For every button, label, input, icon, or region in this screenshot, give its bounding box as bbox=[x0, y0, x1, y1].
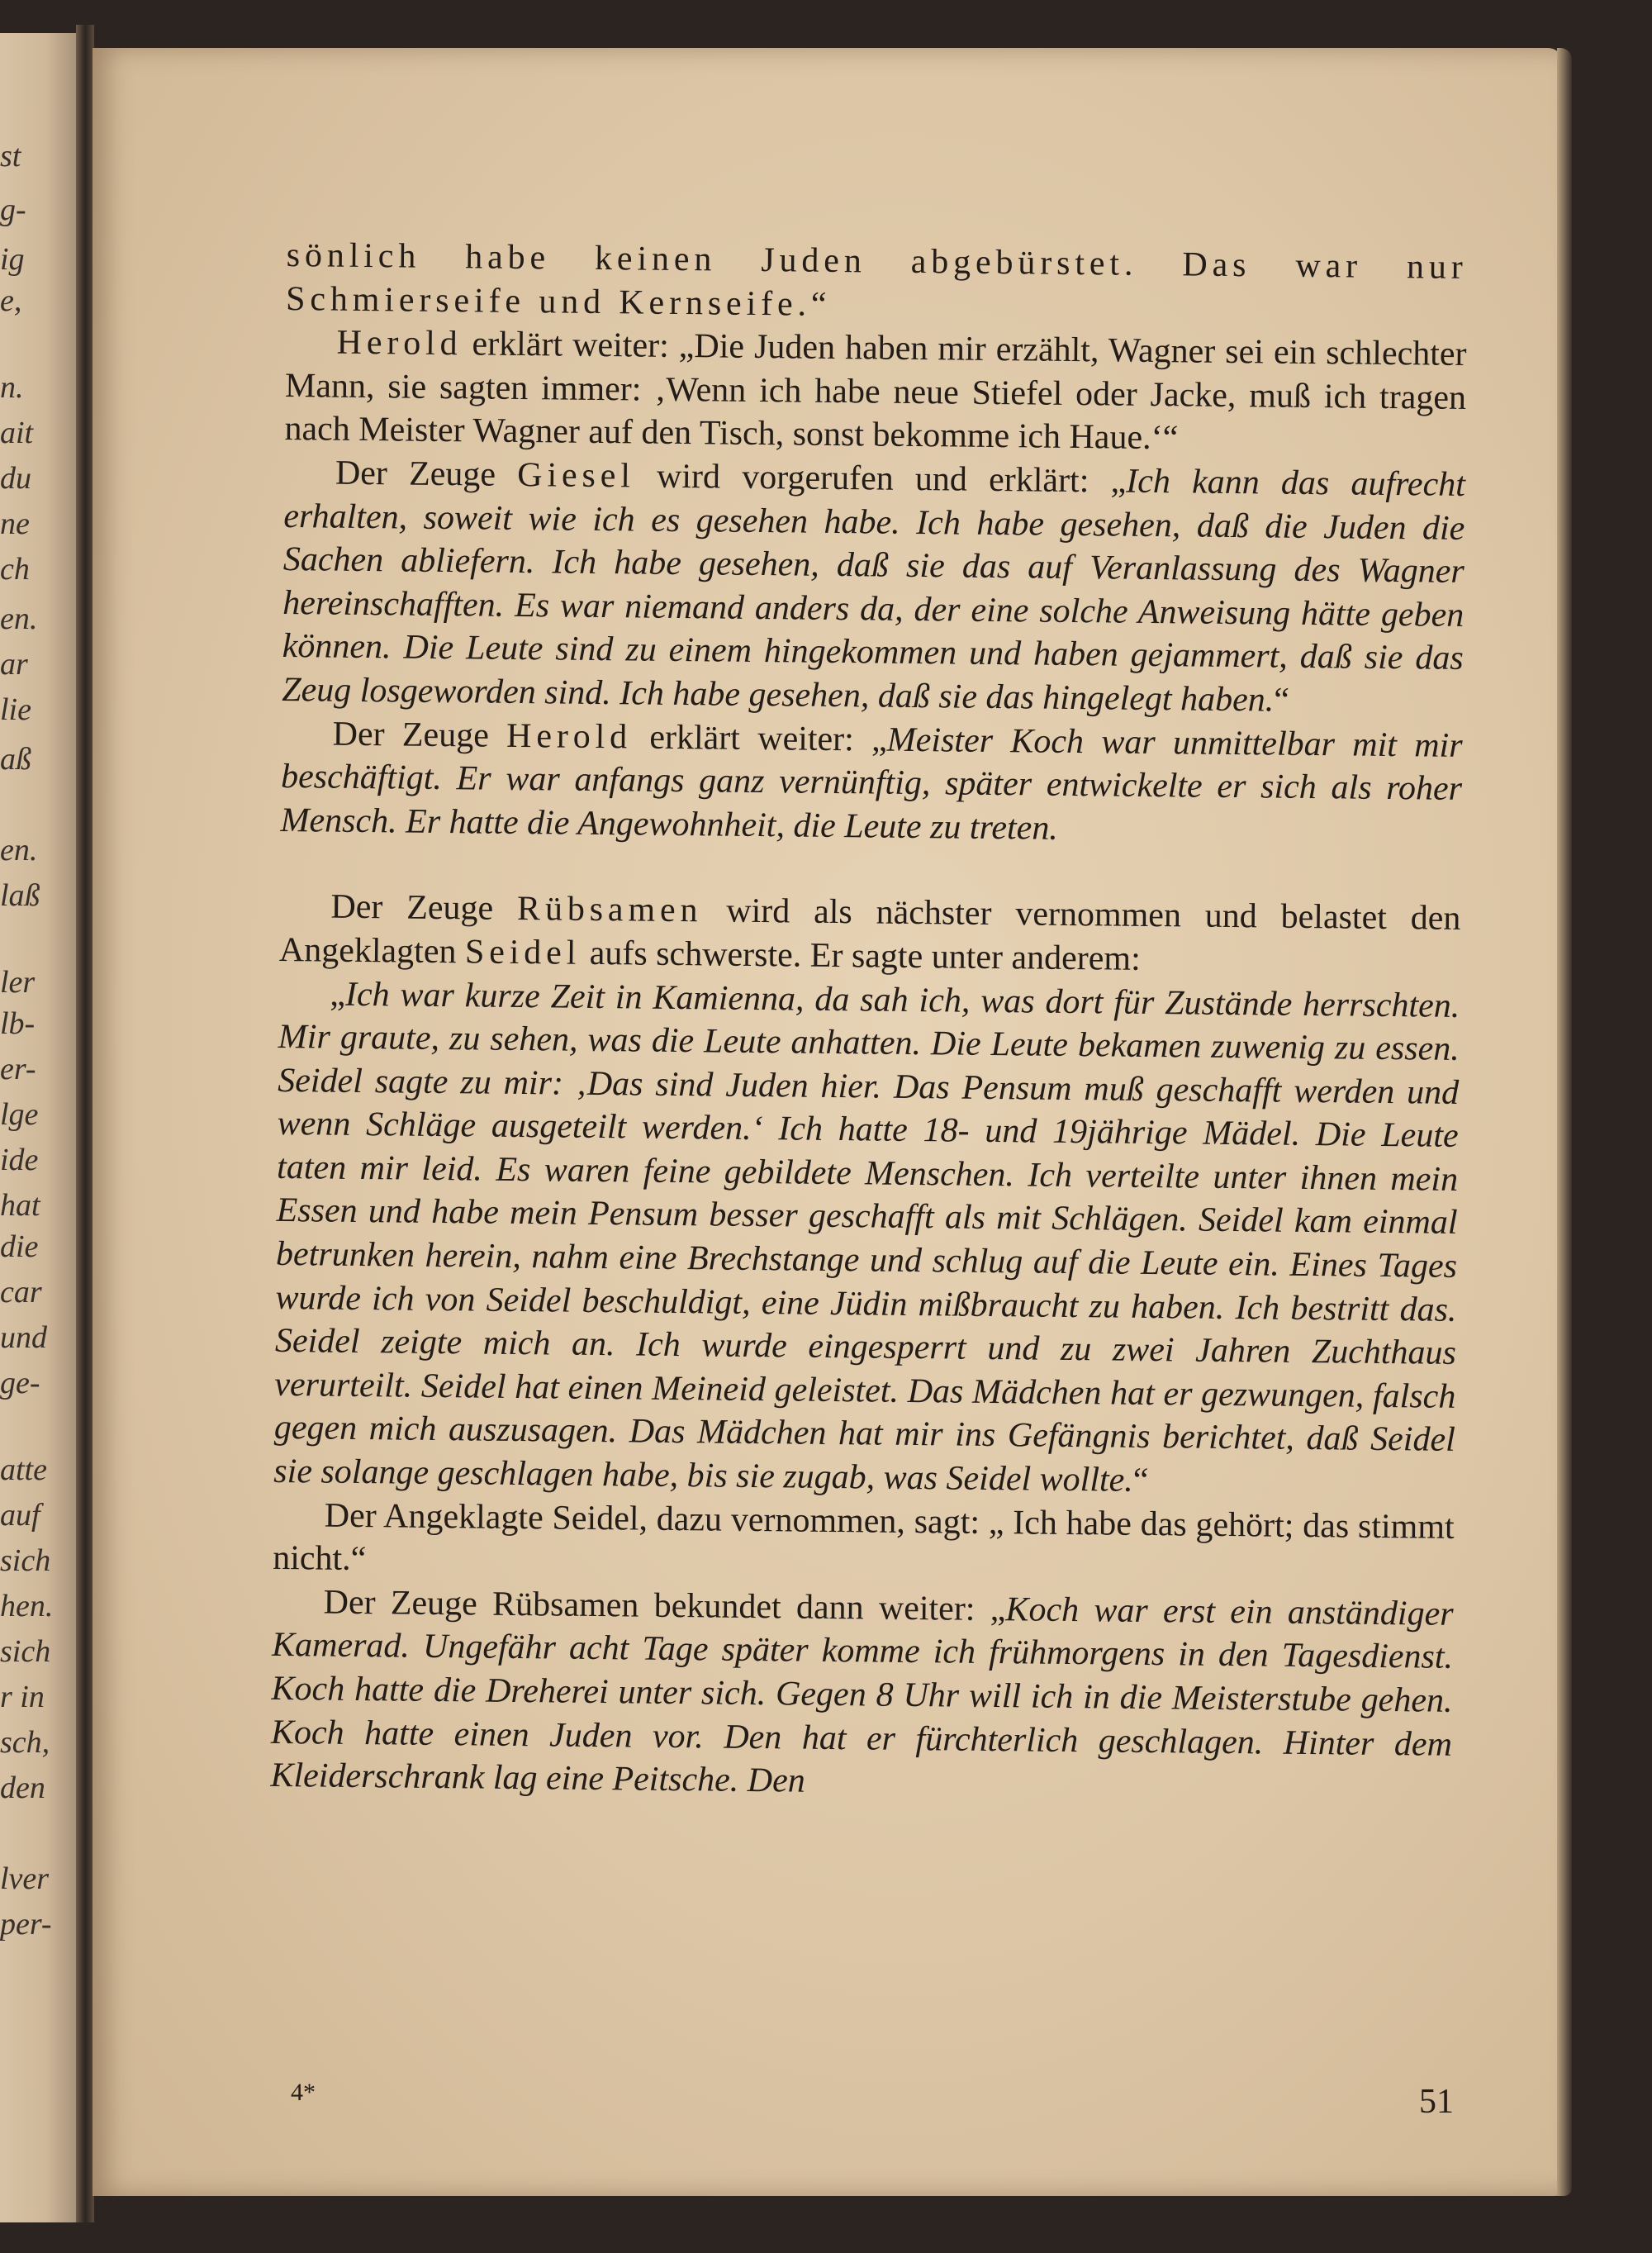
paragraph bbox=[284, 321, 1467, 463]
adjacent-page-fragment: ait bbox=[0, 416, 34, 450]
text-run: erklärt weiter: „ bbox=[631, 717, 888, 759]
text-run: Der Angeklagte Seidel, dazu vernommen, sagt: „ Ich habe das gehört; das stimmt nicht.“ bbox=[272, 1496, 1455, 1579]
adjacent-page-fragment: n. bbox=[0, 370, 24, 405]
spaced-text: Giesel bbox=[517, 455, 636, 496]
adjacent-page-fragment: car bbox=[0, 1275, 42, 1309]
text-run: Der Zeuge bbox=[335, 454, 518, 494]
paragraph bbox=[280, 711, 1463, 854]
text-run: wird vorgerufen und erklärt: „ bbox=[634, 457, 1127, 501]
spaced-text: sönlich habe keinen Juden abgebürstet. Das war nur Schmierseife und Kernseife.“ bbox=[285, 235, 1468, 324]
adjacent-page-fragment: ne bbox=[0, 506, 30, 541]
adjacent-page-fragment: auf bbox=[0, 1498, 40, 1533]
adjacent-page-fragment: per- bbox=[0, 1907, 52, 1942]
adjacent-page-fragment: und bbox=[0, 1320, 47, 1355]
italic-text: Ich war kurze Zeit in Kamienna, da sah ich, was dort für Zustände herrschten. Mir graute, zu sehen, was die Leute anhatten. Die Leute bekamen zuwenig zu essen. Seidel sagte zu mir: ‚Das sind Juden hier. Das Pensum muß geschafft werden und wenn Schläge ausgeteilt werden.‘ Ich hatte 18- und 19jährige Mädel. Die Leute taten mir leid. Es waren feine gebildete Menschen. Ich verteilte unter ihnen mein Essen und habe mein Pensum besser geschafft als mit Schlägen. Seidel kam einmal betrunken herein, nahm eine Brechstange und schlug auf die Leute ein. Eines Tages wurde ich von Seidel beschuldigt, eine Jüdin mißbraucht zu haben. Ich bestritt das. Seidel zeigte mich an. Ich wurde eingesperrt und zu zwei Jahren Zuchthaus verurteilt. Seidel hat einen Meineid geleistet. Das Mädchen hat er gezwungen, falsch gegen mich auszusagen. Das Mädchen hat mir ins Gefängnis berichtet, daß Seidel sie solange geschlagen habe, bis sie zugab, was Seidel wollte. bbox=[273, 975, 1460, 1500]
page-edge bbox=[1557, 48, 1572, 2196]
text-run: aufs schwerste. Er sagte unter anderem: bbox=[581, 934, 1142, 978]
adjacent-page-fragment: sich bbox=[0, 1634, 51, 1669]
adjacent-page-fragment: lver bbox=[0, 1861, 50, 1896]
text-run: wird als nächster vernommen und belastet den Angeklagten bbox=[278, 891, 1461, 972]
adjacent-page-fragment: hat bbox=[0, 1188, 40, 1223]
paragraph bbox=[273, 972, 1460, 1505]
spaced-text: Seidel bbox=[464, 933, 582, 972]
text-run: „ bbox=[330, 975, 346, 1014]
adjacent-page-fragment: sch, bbox=[0, 1725, 50, 1760]
italic-text: Koch war erst ein anständiger Kamerad. Ungefähr acht Tage später komme ich frühmorgens in den Tagesdienst. Koch hatte die Dreherei unter sich. Gegen 8 Uhr will ich in die Meisterstube gehen. Koch hatte einen Juden vor. Den hat er fürchterlich geschlagen. Hinter dem Kleiderschrank lag eine Peitsche. Den bbox=[270, 1590, 1454, 1800]
adjacent-page-fragment: lie bbox=[0, 692, 31, 727]
adjacent-page-fragment: ler bbox=[0, 965, 36, 1000]
adjacent-page-fragment: ig bbox=[0, 242, 25, 277]
adjacent-page-fragment: en. bbox=[0, 833, 38, 867]
adjacent-page-fragment: ch bbox=[0, 552, 30, 587]
adjacent-page-fragment: den bbox=[0, 1771, 45, 1805]
adjacent-page-fragment: e, bbox=[0, 283, 22, 318]
text-run: “ bbox=[1132, 1461, 1149, 1500]
spaced-text: Rübsamen bbox=[516, 890, 703, 930]
spaced-text: Herold bbox=[336, 323, 463, 364]
adjacent-page-fragment: du bbox=[0, 461, 31, 496]
text-run: erklärt weiter: „Die Juden haben mir erzählt, Wagner sei ein schlechter Mann, sie sagten immer: ‚Wenn ich habe neue Stiefel oder Jacke, muß ich tragen nach Meister Wagner auf den Tisch, sonst bekomme ich Haue.‘“ bbox=[284, 325, 1467, 458]
adjacent-page-fragment: en. bbox=[0, 601, 38, 636]
adjacent-page-fragment: laß bbox=[0, 878, 40, 913]
adjacent-page-fragment: lb- bbox=[0, 1006, 36, 1041]
paragraph bbox=[282, 451, 1465, 725]
italic-text: Ich kann das aufrecht erhalten, soweit wie ich es gesehen habe. Ich habe gesehen, daß die Juden die Sachen abliefern. Ich habe gesehen, daß sie das auf Veranlassung des Wagner hereinschafften. Es war niemand anders da, der eine solche Anweisung hätte geben können. Die Leute sind zu einem hingekommen und haben gejammert, daß sie das Zeug losgeworden sind. Ich habe gesehen, daß sie das hingelegt haben. bbox=[281, 462, 1466, 720]
adjacent-page-fragment: ge- bbox=[0, 1366, 40, 1400]
adjacent-page-fragment: st bbox=[0, 139, 21, 173]
page-number: 51 bbox=[1419, 2083, 1454, 2121]
adjacent-page-strip bbox=[0, 33, 76, 2222]
text-run: Der Zeuge Rübsamen bekundet dann weiter: „ bbox=[323, 1583, 1006, 1629]
text-run: Der Zeuge bbox=[330, 887, 518, 929]
adjacent-page-fragment: ar bbox=[0, 647, 28, 682]
adjacent-page-fragment: r in bbox=[0, 1680, 45, 1714]
page-body-text bbox=[268, 234, 1468, 2064]
adjacent-page-fragment: ide bbox=[0, 1143, 39, 1177]
spaced-text: Herold bbox=[506, 716, 633, 756]
paragraph bbox=[286, 234, 1468, 333]
signature-mark: 4* bbox=[291, 2079, 316, 2106]
book-page bbox=[93, 48, 1563, 2196]
text-run: “ bbox=[1274, 681, 1290, 720]
paragraph bbox=[273, 1494, 1455, 1593]
paragraph bbox=[279, 885, 1461, 984]
paragraph bbox=[270, 1580, 1454, 1810]
adjacent-page-fragment: die bbox=[0, 1229, 39, 1264]
adjacent-page-fragment: aß bbox=[0, 742, 31, 777]
adjacent-page-fragment: lge bbox=[0, 1097, 39, 1132]
italic-text: Meister Koch war unmittelbar mit mir beschäftigt. Er war anfangs ganz vernünftig, später entwickelte er sich als roher Mensch. Er hatte die Angewohnheit, die Leute zu treten. bbox=[280, 720, 1463, 848]
adjacent-page-fragment: atte bbox=[0, 1452, 47, 1487]
adjacent-page-fragment: sich bbox=[0, 1543, 51, 1578]
book-gutter bbox=[76, 25, 94, 2222]
adjacent-page-fragment: g- bbox=[0, 193, 26, 227]
text-run: Der Zeuge bbox=[332, 715, 507, 755]
adjacent-page-fragment: hen. bbox=[0, 1589, 54, 1623]
adjacent-page-fragment: er- bbox=[0, 1052, 36, 1086]
